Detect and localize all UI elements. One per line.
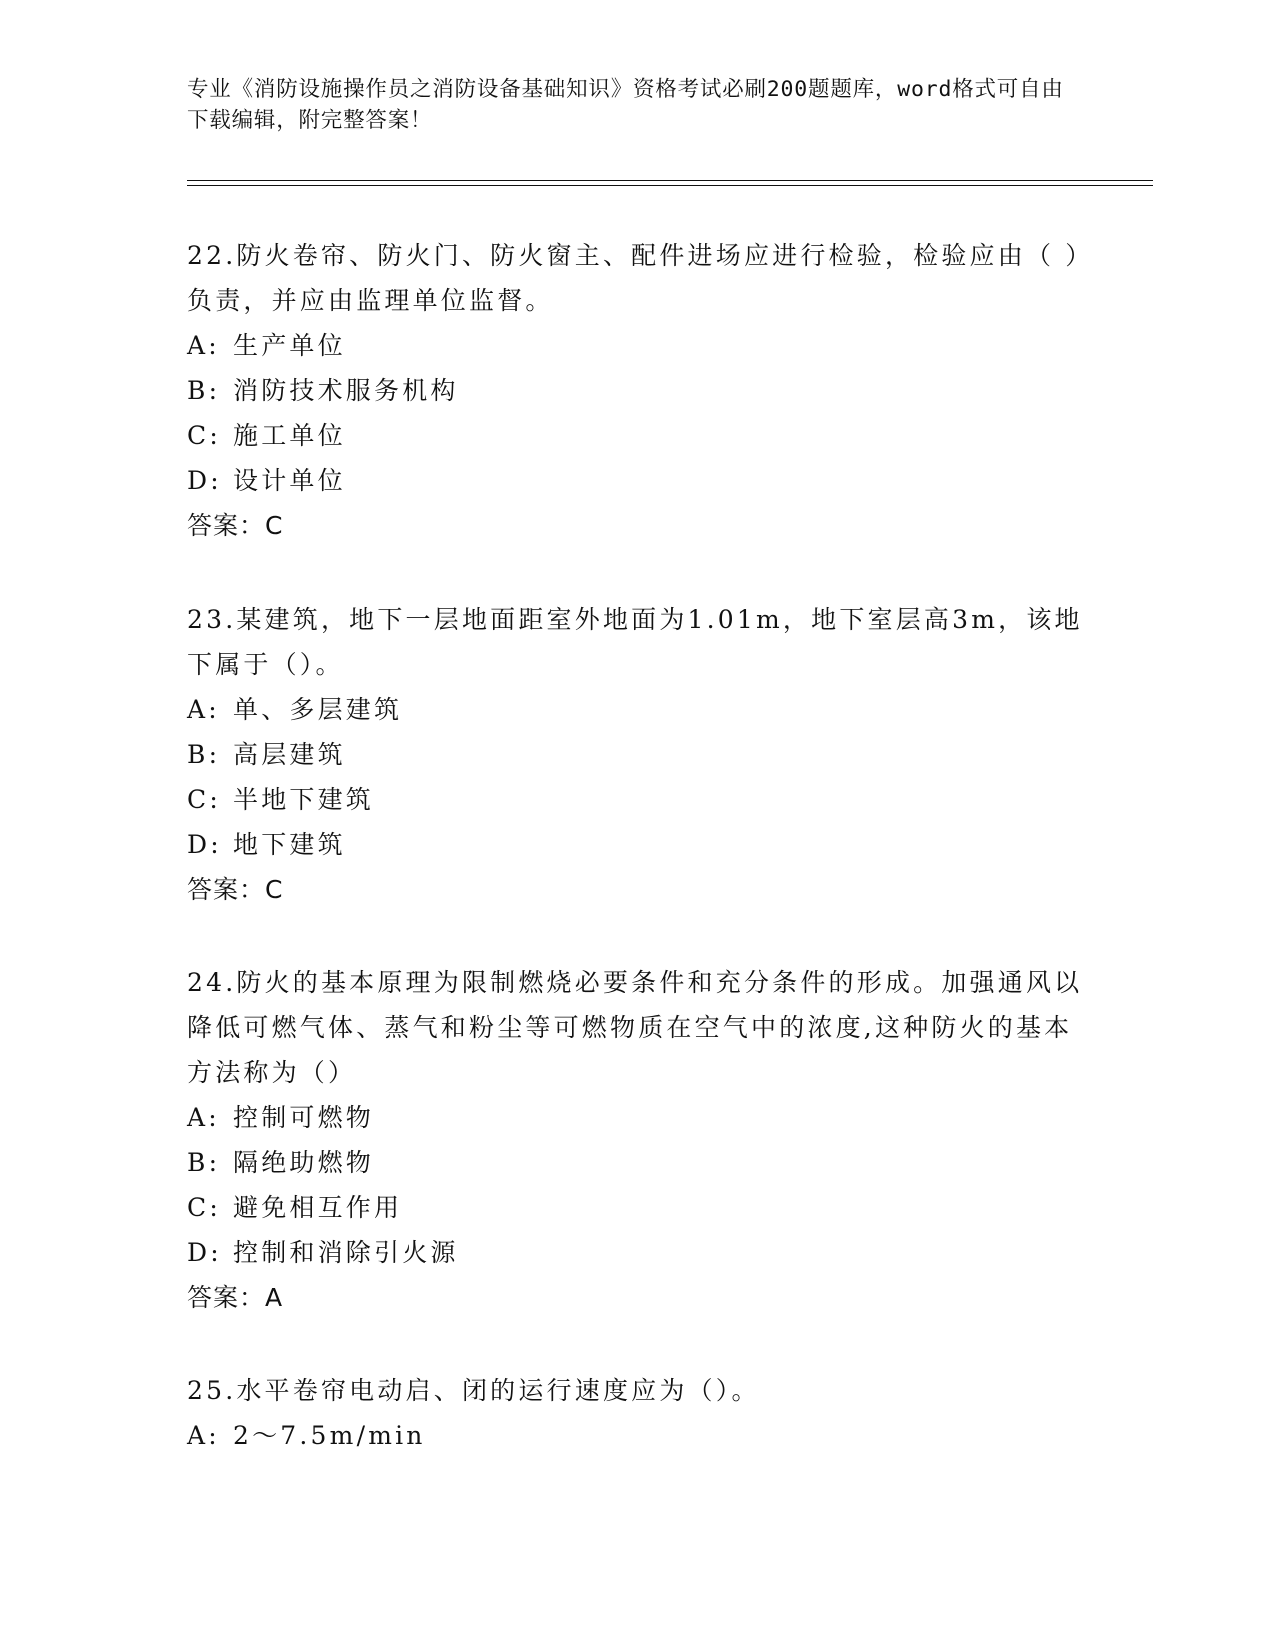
option-b [187,732,1087,777]
question-stem: 23.某建筑，地下一层地面距室外地面为1.01m，地下室层高3m，该地下属于（）。 [187,605,1083,679]
option-letter: A: [187,331,220,360]
question-23 [187,597,1087,913]
option-text: 避免相互作用 [233,1193,403,1222]
option-text: 高层建筑 [233,740,346,769]
option-letter: A: [187,1103,220,1132]
option-letter: C: [187,785,221,814]
option-text: 地下建筑 [233,830,346,859]
option-d [187,822,1087,867]
option-text: 单、多层建筑 [233,695,403,724]
option-text: 施工单位 [233,421,346,450]
option-letter: D: [187,830,222,859]
option-text: 隔绝助燃物 [233,1148,375,1177]
option-a [187,323,1087,368]
answer-line: 答案：C [187,511,284,540]
option-letter: B: [187,1148,221,1177]
option-letter: B: [187,376,221,405]
question-24 [187,960,1087,1321]
option-c [187,1185,1087,1230]
header-divider-bottom [187,185,1153,186]
option-text: 生产单位 [233,331,346,360]
document-header: 专业《消防设施操作员之消防设备基础知识》资格考试必刷200题题库，word格式可自由下载编辑，附完整答案！ [187,77,1064,133]
option-letter: A: [187,1421,220,1450]
option-letter: A: [187,695,220,724]
question-25 [187,1368,1087,1458]
answer-line: 答案：C [187,875,284,904]
option-letter: D: [187,1238,222,1267]
option-text: 消防技术服务机构 [233,376,459,405]
option-letter: C: [187,421,221,450]
option-c [187,413,1087,458]
question-stem: 25.水平卷帘电动启、闭的运行速度应为（）。 [187,1376,760,1405]
option-letter: B: [187,740,221,769]
question-stem: 22.防火卷帘、防火门、防火窗主、配件进场应进行检验，检验应由（ ）负责，并应由监理单位监督。 [187,241,1082,315]
answer-line: 答案：A [187,1283,284,1312]
option-text: 设计单位 [233,466,346,495]
option-letter: D: [187,466,222,495]
header-divider-top [187,180,1153,181]
option-letter: C: [187,1193,221,1222]
option-text: 半地下建筑 [233,785,375,814]
option-text: 2～7.5m/min [233,1421,426,1450]
option-text: 控制和消除引火源 [233,1238,459,1267]
question-stem: 24.防火的基本原理为限制燃烧必要条件和充分条件的形成。加强通风以降低可燃气体、蒸气和粉尘等可燃物质在空气中的浓度,这种防火的基本方法称为（） [187,968,1083,1087]
option-b [187,368,1087,413]
option-a [187,1095,1087,1140]
option-a [187,687,1087,732]
option-d [187,1230,1087,1275]
option-d [187,458,1087,503]
question-22 [187,233,1087,549]
option-c [187,777,1087,822]
option-b [187,1140,1087,1185]
option-a [187,1413,1087,1458]
option-text: 控制可燃物 [233,1103,375,1132]
